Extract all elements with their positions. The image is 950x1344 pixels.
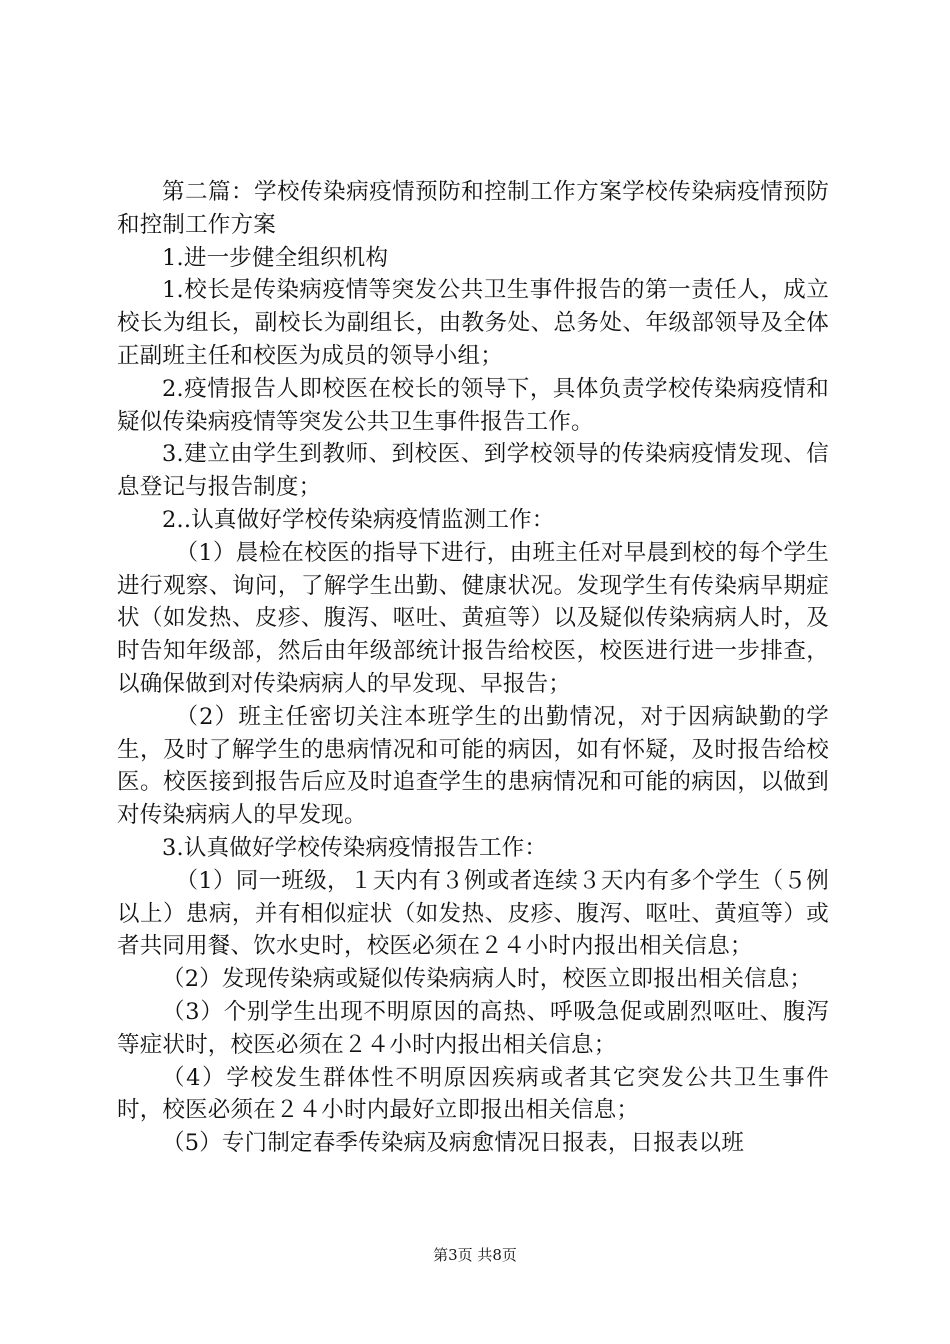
section-heading-2: 2..认真做好学校传染病疫情监测工作： <box>162 506 555 533</box>
section-heading-3: 3.认真做好学校传染病疫情报告工作： <box>162 834 548 861</box>
section-heading-1: 1.进一步健全组织机构 <box>162 244 389 271</box>
paragraph: （2）班主任密切关注本班学生的出勤情况，对于因病缺勤的学生，及时了解学生的患病情况和可能的病因，如有怀疑，及时报告给校医。校医接到报告后应及时追查学生的患病情况和可能的病因，以做到对传染病病人的早发现。 <box>117 703 829 829</box>
paragraph: （1）同一班级，１天内有３例或者连续３天内有多个学生（５例以上）患病，并有相似症状（如发热、皮疹、腹泻、呕吐、黄疸等）或者共同用餐、饮水史时，校医必须在２４小时内报出相关信息； <box>117 867 829 960</box>
paragraph: （1）晨检在校医的指导下进行，由班主任对早晨到校的每个学生进行观察、询问，了解学生出勤、健康状况。发现学生有传染病早期症状（如发热、皮疹、腹泻、呕吐、黄疸等）以及疑似传染病病人时，及时告知年级部，然后由年级部统计报告给校医，校医进行进一步排查，以确保做到对传染病病人的早发现、早报告； <box>117 539 829 697</box>
paragraph: 2.疫情报告人即校医在校长的领导下，具体负责学校传染病疫情和疑似传染病疫情等突发公共卫生事件报告工作。 <box>117 375 829 435</box>
paragraph-title: 第二篇：学校传染病疫情预防和控制工作方案学校传染病疫情预防和控制工作方案 <box>117 179 829 238</box>
paragraph: （4）学校发生群体性不明原因疾病或者其它突发公共卫生事件时，校医必须在２４小时内最好立即报出相关信息； <box>117 1064 829 1124</box>
page-footer: 第3页 共8页 <box>433 1246 517 1264</box>
paragraph: （2）发现传染病或疑似传染病病人时，校医立即报出相关信息； <box>162 966 813 993</box>
paragraph: （3）个别学生出现不明原因的高热、呼吸急促或剧烈呕吐、腹泻等症状时，校医必须在２４小时内报出相关信息； <box>117 998 829 1058</box>
paragraph: 1.校长是传染病疫情等突发公共卫生事件报告的第一责任人，成立校长为组长，副校长为副组长，由教务处、总务处、年级部领导及全体正副班主任和校医为成员的领导小组； <box>117 277 829 369</box>
document-body <box>117 176 829 1160</box>
paragraph: 3.建立由学生到教师、到校医、到学校领导的传染病疫情发现、信息登记与报告制度； <box>117 441 829 501</box>
paragraph: （5）专门制定春季传染病及病愈情况日报表，日报表以班 <box>162 1130 745 1157</box>
